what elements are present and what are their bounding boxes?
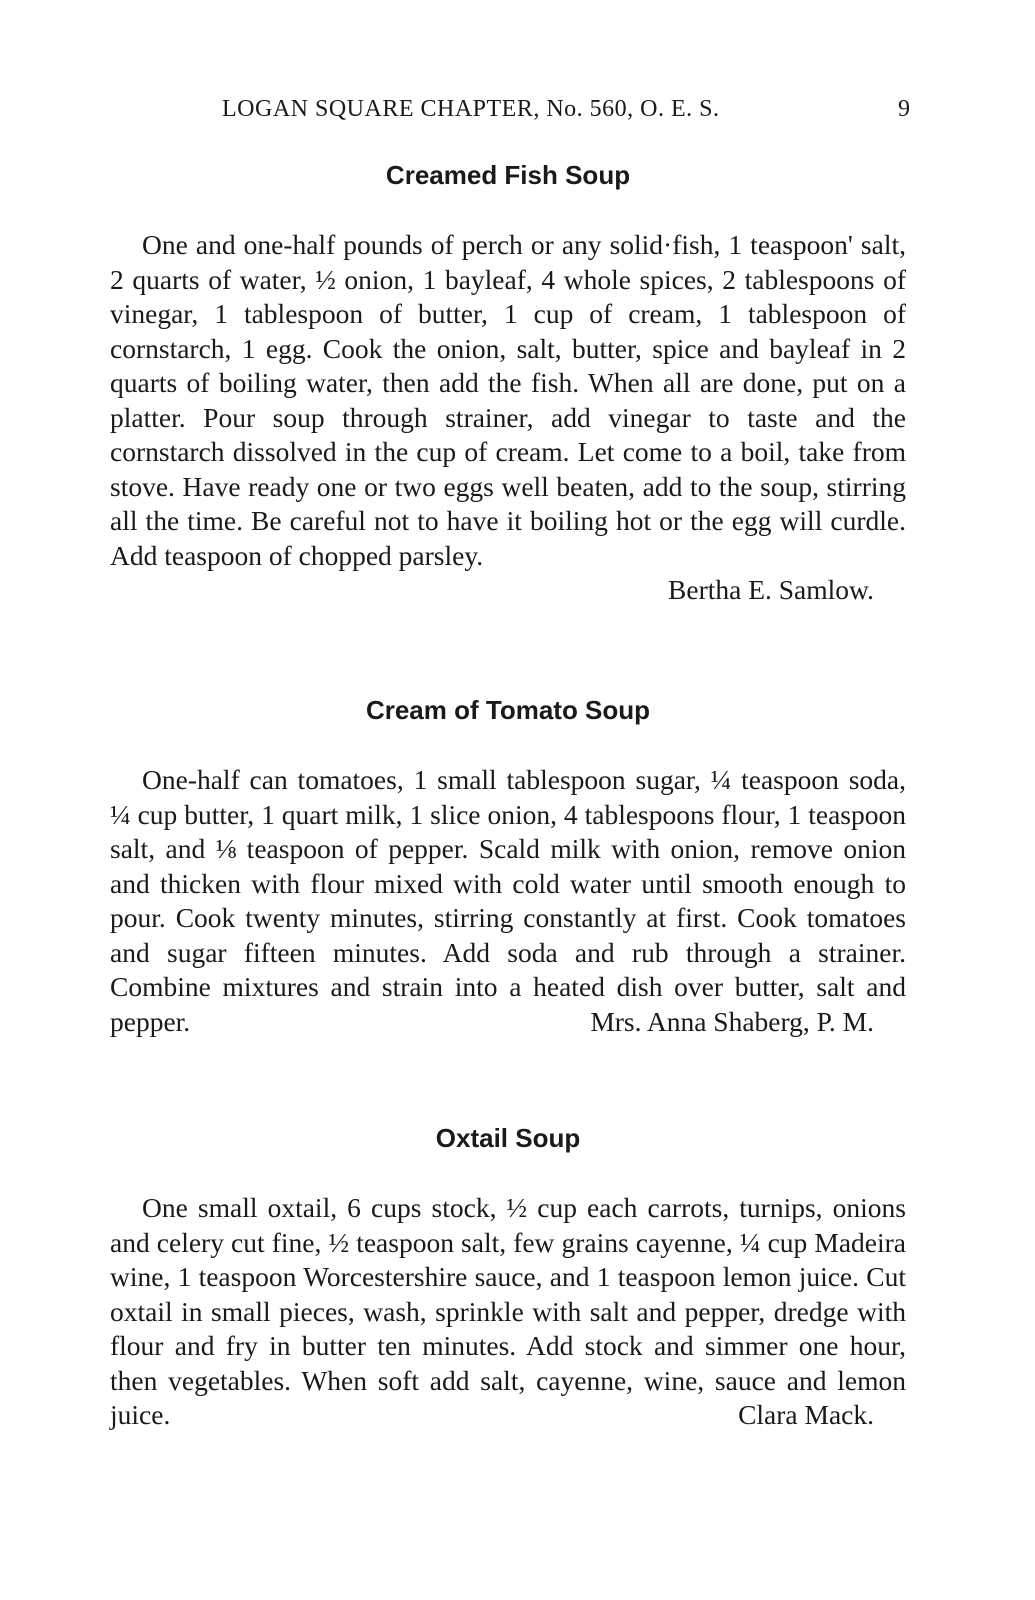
running-title: LOGAN SQUARE CHAPTER, No. 560, O. E. S. xyxy=(222,96,720,122)
recipe-creamed-fish-soup xyxy=(110,158,906,608)
recipe-body: One-half can tomatoes, 1 small tablespoon sugar, ¼ teaspoon soda, ¼ cup butter, 1 quart milk, 1 slice onion, 4 tablespoons flour, 1 teaspoon salt, and ⅛ teaspoon of pepper. Scald milk with onion, remove onion and thicken with flour mixed with cold water until smooth enough to pour. Cook twenty minutes, stirring constantly at first. Cook tomatoes and sugar fifteen minutes. Add soda and rub through a strainer. Combine mixtures and strain into a heated dish over butter, salt and pepper. xyxy=(110,764,906,1037)
recipe-title: Oxtail Soup xyxy=(435,1123,581,1153)
recipe-title: Creamed Fish Soup xyxy=(385,160,631,190)
recipe-author: Mrs. Anna Shaberg, P. M. xyxy=(590,1005,874,1037)
running-head xyxy=(110,96,910,136)
recipe-author: Clara Mack. xyxy=(738,1399,874,1430)
recipe-cream-of-tomato-soup xyxy=(110,693,906,1039)
recipe-body: One and one-half pounds of perch or any solid·fish, 1 teaspoon' salt, 2 quarts of water, ½ onion, 1 bayleaf, 4 whole spices, 2 tablespoons of vinegar, 1 tablespoon of butter, 1 cup of cream, 1 tablespoon of cornstarch, 1 egg. Cook the onion, salt, butter, spice and bayleaf in 2 quarts of boiling water, then add the fish. When all are done, put on a platter. Pour soup through strainer, add vinegar to taste and the cornstarch dissolved in the cup of cream. Let come to a boil, take from stove. Have ready one or two eggs well beaten, add to the soup, stirring all the time. Be careful not to have it boiling hot or the egg will curdle. Add teaspoon of chopped parsley. xyxy=(110,229,906,571)
recipe-title: Cream of Tomato Soup xyxy=(365,695,651,725)
recipe-author: Bertha E. Samlow. xyxy=(668,574,874,605)
recipe-body: One small oxtail, 6 cups stock, ½ cup each carrots, turnips, onions and celery cut fine, ½ teaspoon salt, few grains cayenne, ¼ cup Madeira wine, 1 teaspoon Worcestershire sauce, and 1 teaspoon lemon juice. Cut oxtail in small pieces, wash, sprinkle with salt and pepper, dredge with flour and fry in butter ten minutes. Add stock and simmer one hour, then vegetables. When soft add salt, cayenne, wine, sauce and lemon juice. xyxy=(110,1192,906,1430)
recipe-body-block xyxy=(110,763,906,1039)
recipe-body-block xyxy=(110,1191,906,1433)
recipe-oxtail-soup xyxy=(110,1121,906,1433)
page-number: 9 xyxy=(898,96,910,122)
